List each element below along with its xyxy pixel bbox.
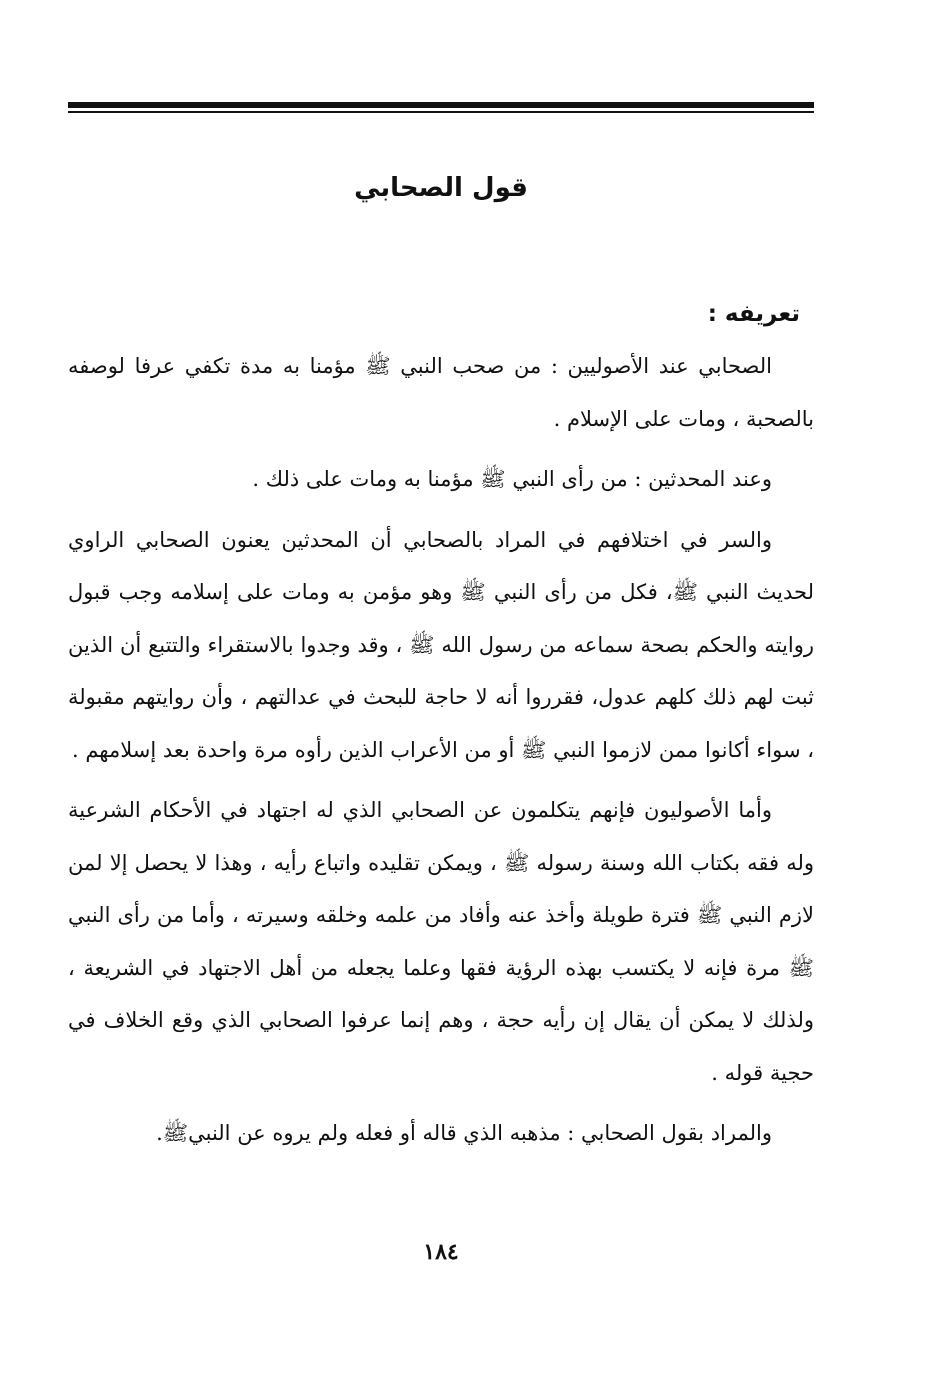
section-heading: تعريفه :	[707, 301, 800, 327]
page-title: قول الصحابي	[354, 173, 528, 203]
paragraph-1: الصحابي عند الأصوليين : من صحب النبي ﷺ مؤمنا به مدة تكفي عرفا لوصفه بالصحبة ، ومات على الإسلام .	[68, 354, 814, 431]
header-rule-thin	[68, 111, 814, 113]
page-number: ١٨٤	[423, 1239, 459, 1265]
paragraph-4: وأما الأصوليون فإنهم يتكلمون عن الصحابي الذي له اجتهاد في الأحكام الشرعية وله فقه بكتاب الله وسنة رسوله ﷺ ، ويمكن تقليده واتباع رأيه ، وهذا لا يحصل إلا لمن لازم النبي ﷺ فترة طويلة وأخذ عنه وأفاد من علمه وخلقه وسيرته ، وأما من رأى النبي ﷺ مرة فإنه لا يكتسب بهذه الرؤية فقها وعلما يجعله من أهل الاجتهاد في الشريعة ، ولذلك لا يمكن أن يقال إن رأيه حجة ، وهم إنما عرفوا الصحابي الذي وقع الخلاف في حجية قوله .	[68, 798, 814, 1085]
header-rule-thick	[68, 102, 814, 108]
paragraph-3: والسر في اختلافهم في المراد بالصحابي أن المحدثين يعنون الصحابي الراوي لحديث النبي ﷺ، فكل من رأى النبي ﷺ وهو مؤمن به ومات على إسلامه وجب قبول روايته والحكم بصحة سماعه من رسول الله ﷺ ، وقد وجدوا بالاستقراء والتتبع أن الذين ثبت لهم ذلك كلهم عدول، فقرروا أنه لا حاجة للبحث في عدالتهم ، وأن روايتهم مقبولة ، سواء أكانوا ممن لازموا النبي ﷺ أو من الأعراب الذين رأوه مرة واحدة بعد إسلامهم .	[68, 527, 814, 762]
body-text	[68, 340, 814, 1168]
paragraph-2: وعند المحدثين : من رأى النبي ﷺ مؤمنا به ومات على ذلك .	[252, 467, 772, 491]
paragraph-5: والمراد بقول الصحابي : مذهبه الذي قاله أو فعله ولم يروه عن النبيﷺ.	[156, 1121, 772, 1145]
